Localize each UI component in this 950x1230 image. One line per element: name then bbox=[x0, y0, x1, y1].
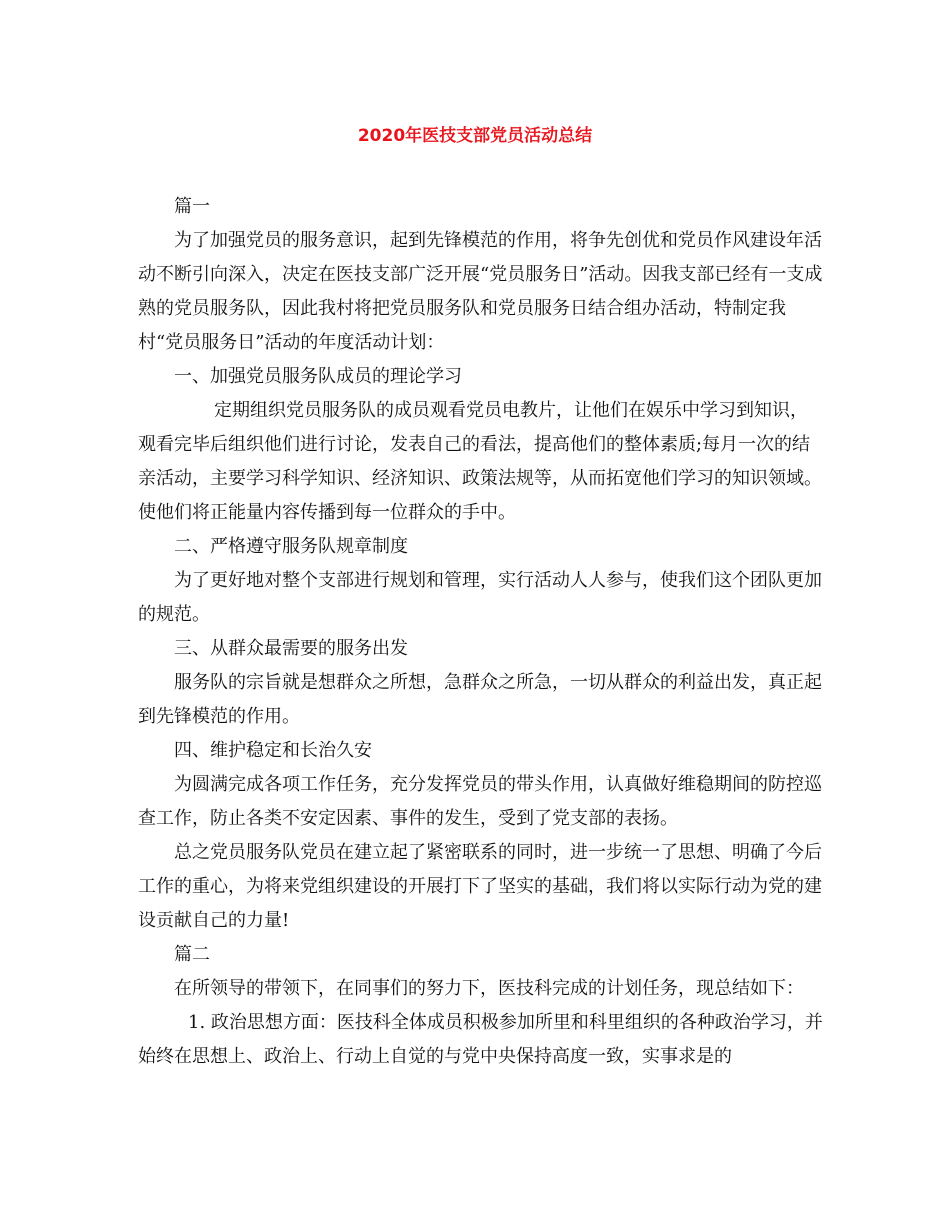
paragraph: 总之党员服务队党员在建立起了紧密联系的同时，进一步统一了思想、明确了今后工作的重心，为将来党组织建设的开展打下了坚实的基础，我们将以实际行动为党的建设贡献自己的力量! bbox=[138, 842, 822, 931]
paragraph: 篇二 bbox=[174, 944, 210, 965]
paragraph: 定期组织党员服务队的成员观看党员电教片，让他们在娱乐中学习到知识，观看完毕后组织他们进行讨论，发表自己的看法，提高他们的整体素质;每月一次的结亲活动，主要学习科学知识、经济知识、政策法规等，从而拓宽他们学习的知识领域。使他们将正能量内容传播到每一位群众的手中。 bbox=[138, 400, 822, 523]
paragraph: 服务队的宗旨就是想群众之所想，急群众之所急，一切从群众的利益出发，真正起到先锋模范的作用。 bbox=[138, 672, 822, 727]
paragraph: 为圆满完成各项工作任务，充分发挥党员的带头作用，认真做好维稳期间的防控巡查工作，防止各类不安定因素、事件的发生，受到了党支部的表扬。 bbox=[138, 774, 822, 829]
paragraph: 四、维护稳定和长治久安 bbox=[174, 740, 372, 761]
paragraph: 为了加强党员的服务意识，起到先锋模范的作用，将争先创优和党员作风建设年活动不断引向深入，决定在医技支部广泛开展“党员服务日”活动。因我支部已经有一支成熟的党员服务队，因此我村将把党员服务队和党员服务日结合组办活动，特制定我村“党员服务日”活动的年度活动计划： bbox=[138, 230, 823, 353]
paragraph: 二、严格遵守服务队规章制度 bbox=[174, 536, 408, 557]
paragraph: 一、加强党员服务队成员的理论学习 bbox=[174, 366, 462, 387]
paragraph: 为了更好地对整个支部进行规划和管理，实行活动人人参与，使我们这个团队更加的规范。 bbox=[138, 570, 822, 625]
document-body bbox=[138, 190, 824, 1074]
document-title: 2020年医技支部党员活动总结 bbox=[357, 126, 593, 146]
paragraph: 1. 政治思想方面：医技科全体成员积极参加所里和科里组织的各种政治学习，并始终在思想上、政治上、行动上自觉的与党中央保持高度一致，实事求是的 bbox=[138, 1012, 823, 1067]
paragraph: 篇一 bbox=[174, 196, 210, 217]
paragraph: 三、从群众最需要的服务出发 bbox=[174, 638, 408, 659]
paragraph: 在所领导的带领下，在同事们的努力下，医技科完成的计划任务，现总结如下： bbox=[174, 978, 804, 999]
